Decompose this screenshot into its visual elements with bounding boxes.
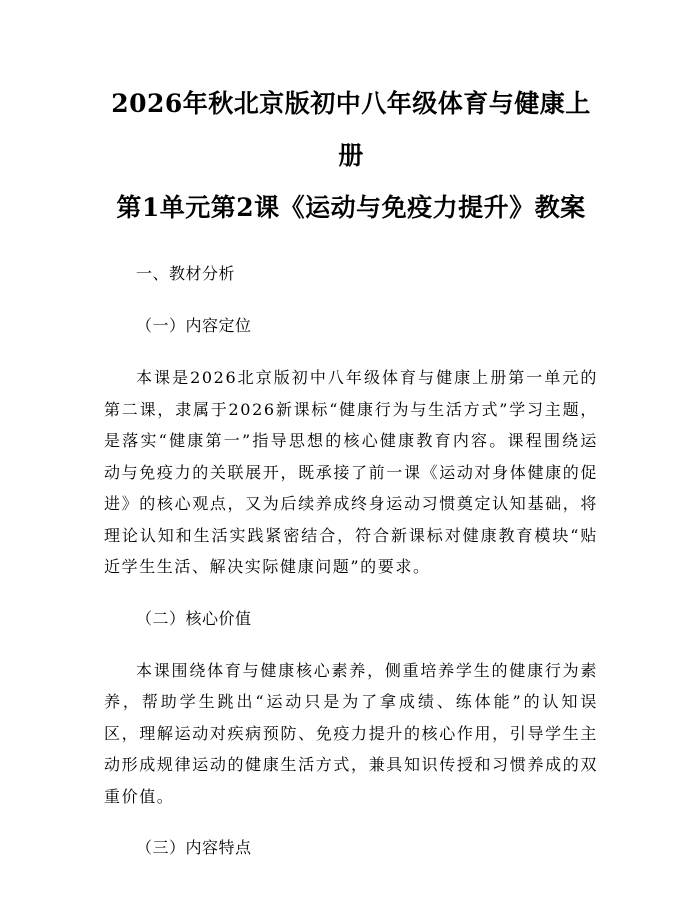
document-title-line1: 2026年秋北京版初中八年级体育与健康上册 xyxy=(111,89,591,170)
document-title-line2: 第1单元第2课《运动与免疫力提升》教案 xyxy=(116,193,586,222)
section-heading-textbook-analysis: 一、教材分析 xyxy=(136,264,236,283)
subsection-heading-content-positioning: （一）内容定位 xyxy=(136,316,252,335)
paragraph-content-positioning: 本课是2026北京版初中八年级体育与健康上册第一单元的第二课，隶属于2026新课标“健康行为与生活方式”学习主题，是落实“健康第一”指导思想的核心健康教育内容。课程围绕运动与免疫力的关联展开，既承接了前一课《运动对身体健康的促进》的核心观点，又为后续养成终身运动习惯奠定认知基础，将理论认知和生活实践紧密结合，符合新课标对健康教育模块“贴近学生生活、解决实际健康问题”的要求。 xyxy=(104,368,598,576)
subsection-heading-core-value: （二）核心价值 xyxy=(136,608,252,628)
subsection-heading-content-features: （三）内容特点 xyxy=(136,838,252,857)
paragraph-core-value: 本课围绕体育与健康核心素养，侧重培养学生的健康行为素养，帮助学生跳出“运动只是为了拿成绩、练体能”的认知误区，理解运动对疾病预防、免疫力提升的核心作用，引导学生主动形成规律运动的健康生活方式，兼具知识传授和习惯养成的双重价值。 xyxy=(104,660,598,806)
